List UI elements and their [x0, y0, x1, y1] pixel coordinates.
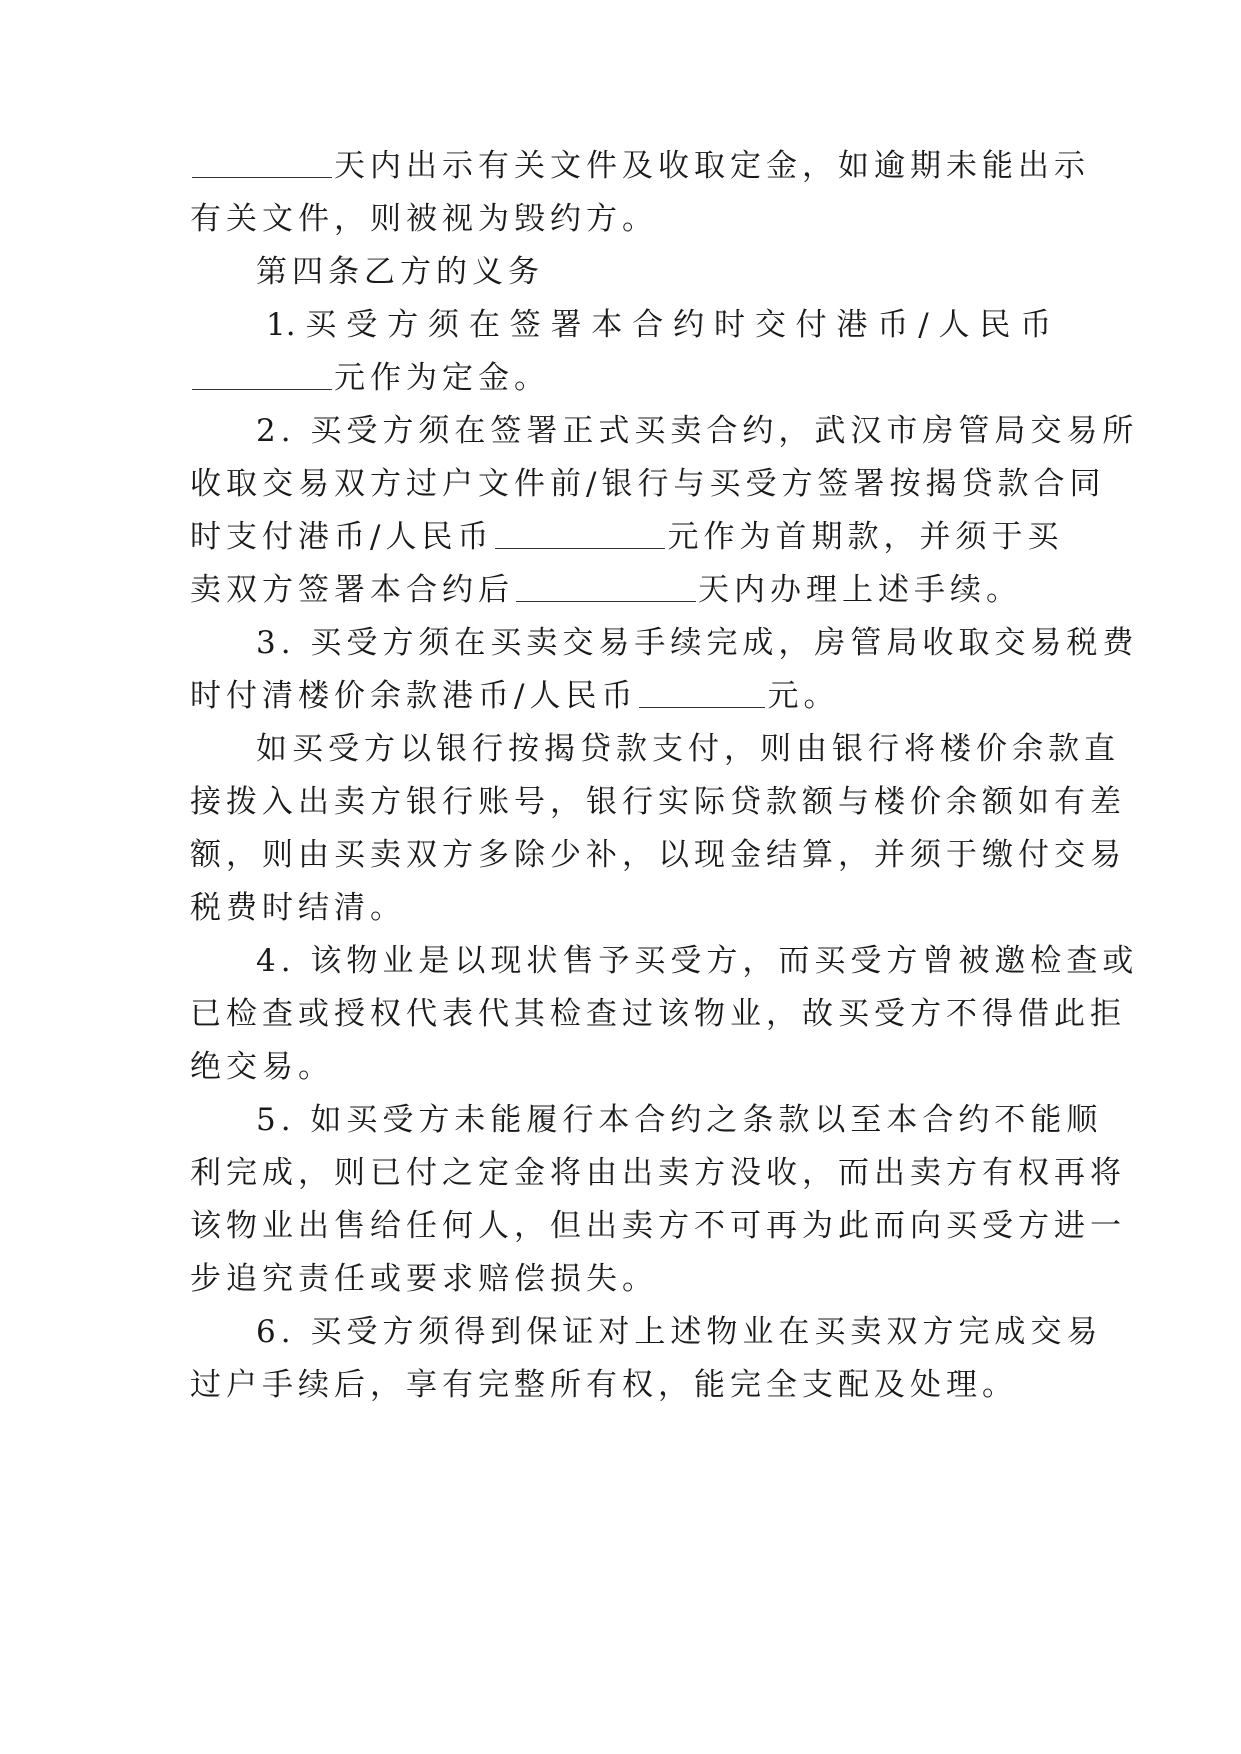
text-line: 税费时结清。	[190, 890, 406, 926]
text-line: 已检查或授权代表代其检查过该物业，故买受方不得借此拒	[190, 996, 1126, 1032]
text-line: 5. 如买受方未能履行本合约之条款以至本合约不能顺	[256, 1102, 1103, 1138]
text-line: 3. 买受方须在买卖交易手续完成，房管局收取交易税费	[256, 625, 1139, 661]
text-line: 2. 买受方须在签署正式买卖合约，武汉市房管局交易所	[256, 413, 1139, 449]
text-line: 如买受方以银行按揭贷款支付，则由银行将楼价余款直	[256, 731, 1120, 767]
text-line: 利完成，则已付之定金将由出卖方没收，而出卖方有权再将	[190, 1155, 1126, 1191]
fill-blank	[516, 571, 696, 602]
text-line: 时付清楼价余款港币/人民币 元。	[190, 678, 840, 714]
text-line: 接拨入出卖方银行账号，银行实际贷款额与楼价余额如有差	[190, 784, 1126, 820]
fill-blank	[639, 677, 765, 708]
fill-blank	[192, 359, 332, 390]
text-line: 额，则由买卖双方多除少补，以现金结算，并须于缴付交易	[190, 837, 1126, 873]
text-line: 4. 该物业是以现状售予买受方，而买受方曾被邀检查或	[256, 943, 1139, 979]
text-line: 该物业出售给任何人，但出卖方不可再为此而向买受方进一	[190, 1208, 1126, 1244]
section-heading: 第四条乙方的义务	[256, 254, 544, 290]
text-line: 6. 买受方须得到保证对上述物业在买卖双方完成交易	[256, 1314, 1103, 1350]
text-line: 元作为定金。	[190, 358, 1050, 398]
text-line: 天内出示有关文件及收取定金，如逾期未能出示	[190, 146, 1050, 186]
text-line: 1. 买 受 方 须 在 签 署 本 合 约 时 交 付 港 币 / 人 民 币	[266, 307, 1052, 343]
text-line: 绝交易。	[190, 1049, 334, 1085]
text-line: 有关文件，则被视为毁约方。	[190, 201, 658, 237]
fill-blank	[495, 518, 665, 549]
text-line: 时支付港币/人民币 元作为首期款，并须于买	[190, 519, 1064, 555]
text-line: 步追究责任或要求赔偿损失。	[190, 1261, 658, 1297]
text-line: 过户手续后，享有完整所有权，能完全支配及处理。	[190, 1367, 1018, 1403]
fill-blank	[192, 147, 332, 178]
text-line: 收取交易双方过户文件前/银行与买受方签署按揭贷款合同	[190, 466, 1106, 502]
text-line: 卖双方签署本合约后 天内办理上述手续。	[190, 572, 1022, 608]
